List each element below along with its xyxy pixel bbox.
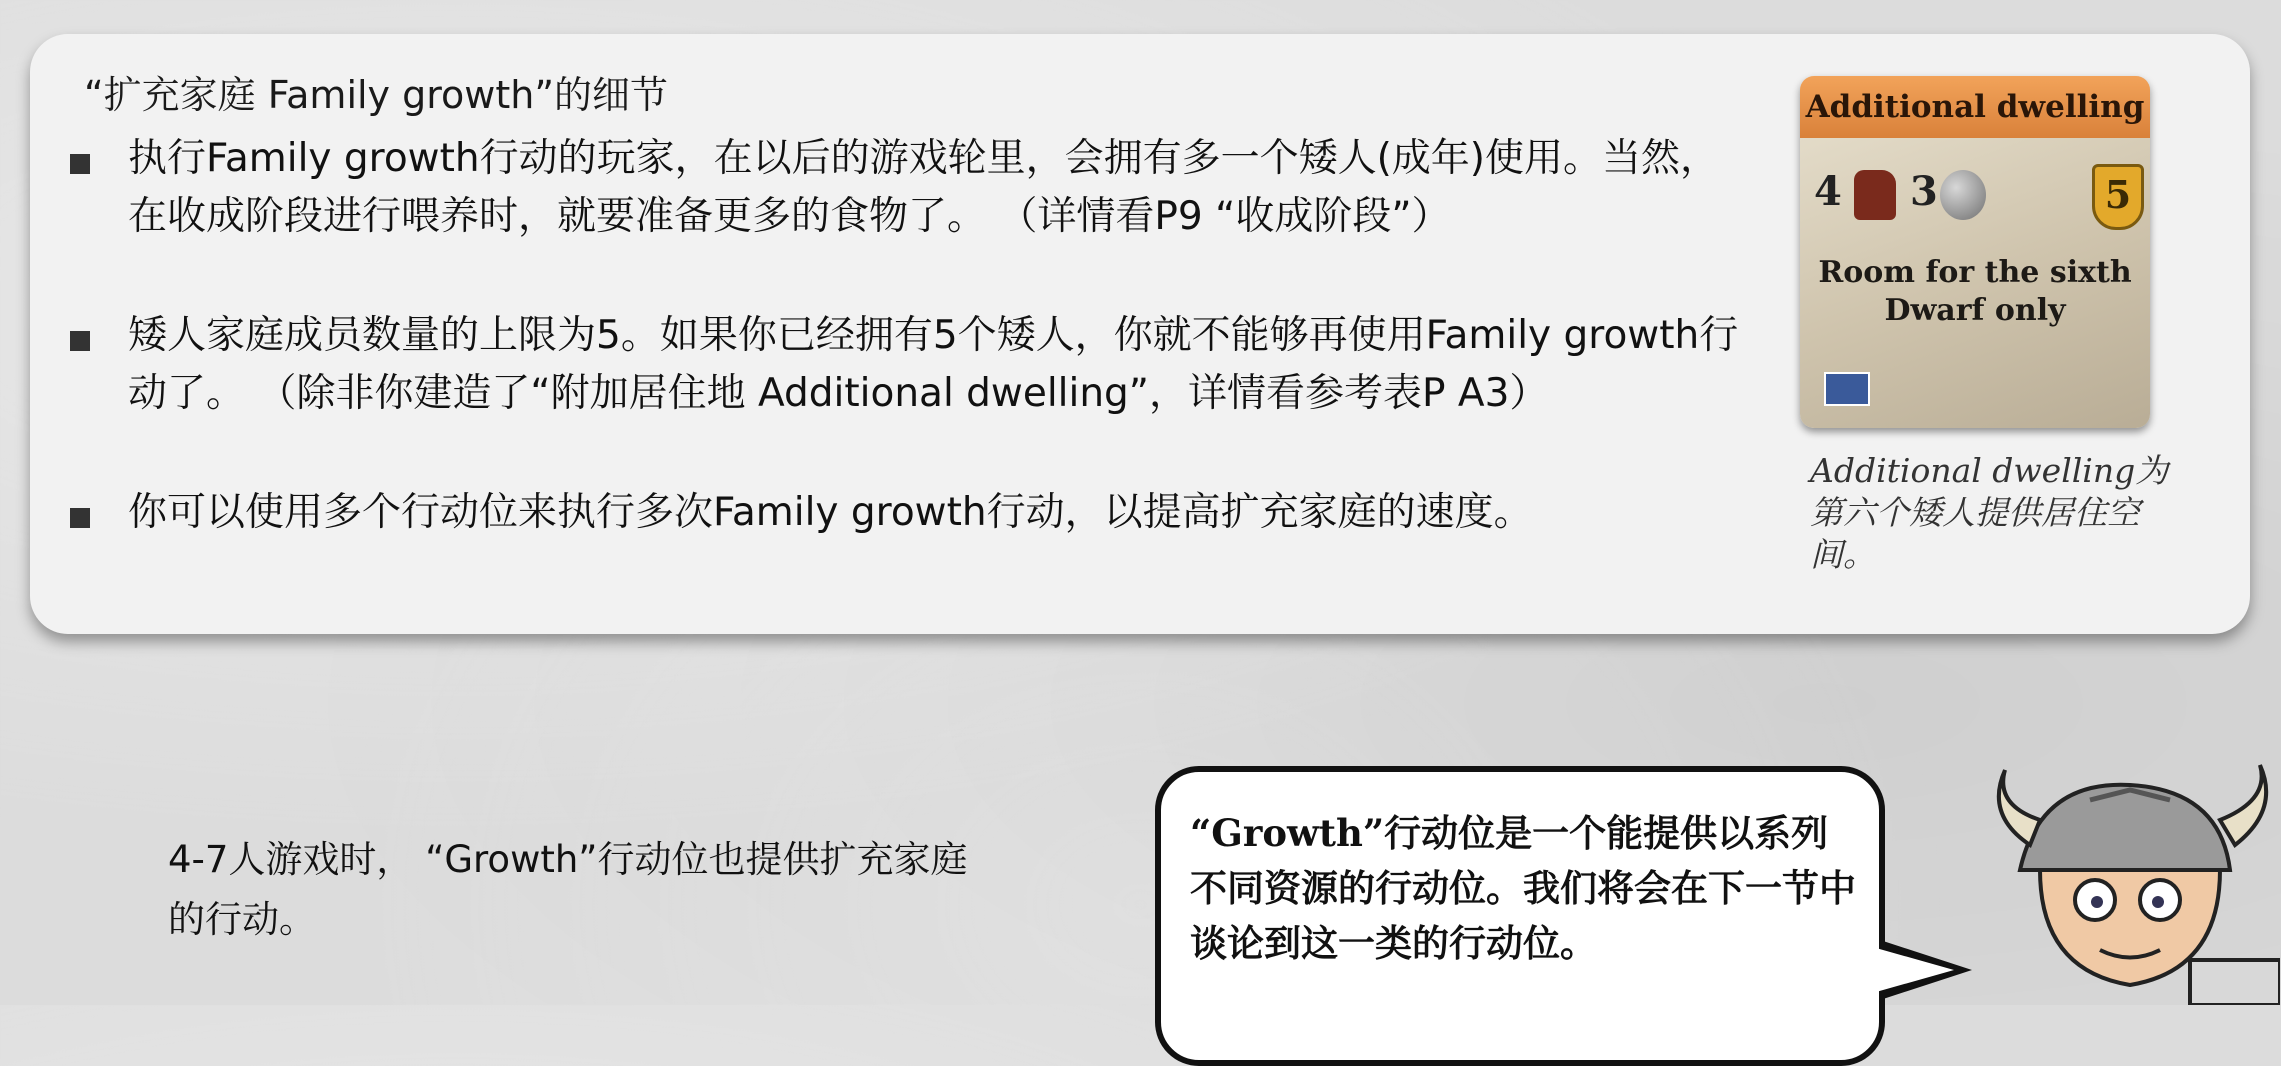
bullet-text: 执行Family growth行动的玩家，在以后的游戏轮里，会拥有多一个矮人(成年)使用。当然，在收成阶段进行喂养时，就要准备更多的食物了。 （详情看P9 “收成阶段”）: [128, 136, 1720, 239]
bullet-item: [70, 307, 1740, 423]
victory-points-shield-icon: 5: [2092, 164, 2144, 230]
floor-tile-icon: [1824, 372, 1870, 406]
card-text: Room for the sixth Dwarf only: [1818, 255, 2132, 328]
wood-icon: [1854, 170, 1896, 220]
bullet-square-icon: [70, 331, 90, 351]
growth-note: 4-7人游戏时， “Growth”行动位也提供扩充家庭的行动。: [168, 838, 968, 941]
bullet-square-icon: [70, 508, 90, 528]
bullet-square-icon: [70, 154, 90, 174]
card-title: Additional dwelling: [1800, 76, 2150, 138]
speech-bubble-text: “Growth”行动位是一个能提供以系列不同资源的行动位。我们将会在下一节中谈论到这一类的行动位。: [1190, 811, 1856, 965]
dwarf-character-icon: [1980, 760, 2280, 1005]
speech-bubble-tail-fill: [1876, 948, 1954, 992]
bullet-text: 你可以使用多个行动位来执行多次Family growth行动，以提高扩充家庭的速度。: [128, 490, 1533, 535]
cost-wood-value: 4: [1814, 168, 1842, 215]
bullet-text: 矮人家庭成员数量的上限为5。如果你已经拥有5个矮人，你就不能够再使用Family growth行动了。 （除非你建造了“附加居住地 Additional dwelling”，详情看参考表P A3）: [128, 313, 1739, 416]
panel-title: “扩充家庭 Family growth”的细节: [84, 73, 669, 117]
cost-stone-value: 3: [1910, 168, 1938, 215]
bullet-item: [70, 130, 1740, 246]
card-caption: Additional dwelling为第六个矮人提供居住空间。: [1810, 451, 2169, 574]
bullet-item: [70, 484, 1740, 542]
card-cost: [1814, 164, 2134, 228]
additional-dwelling-card: [1800, 76, 2150, 428]
stone-icon: [1940, 170, 1986, 220]
